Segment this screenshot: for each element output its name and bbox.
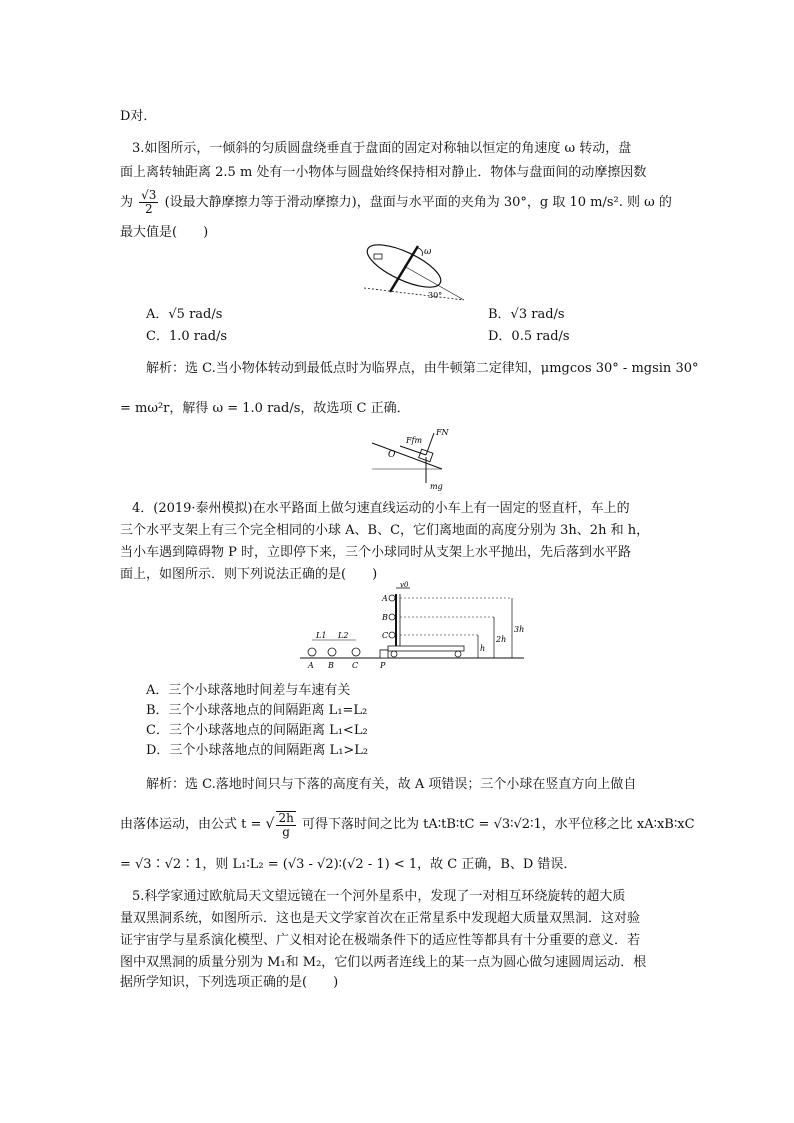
q3-option-c: C．1.0 rad/s <box>146 329 228 344</box>
q4-solution-2-pre: 由落体运动，由公式 t = <box>120 817 262 832</box>
q5-stem-3: 证宇宙学与星系演化模型、广义相对论在极端条件下的适应性等都具有十分重要的意义．若 <box>120 933 641 948</box>
q4-option-c: C．三个小球落地点的间隔距离 L₁<L₂ <box>146 723 368 738</box>
l2-label: L2 <box>338 631 349 640</box>
v0-label: v0 <box>400 581 409 589</box>
gravity-label: mg <box>430 482 443 491</box>
friction-label: Ffm <box>406 436 423 445</box>
height-h-label: h <box>480 644 486 653</box>
q3-stem-3 <box>120 186 672 220</box>
q3-option-b: B．√3 rad/s <box>488 307 565 322</box>
q3-stem-3-pre: 为 <box>120 195 134 210</box>
q4-option-a: A．三个小球落地时间差与车速有关 <box>146 683 351 698</box>
q4-solution-2: 由落体运动，由公式 t = √ $\frac{2h}{g}$ 可得下落时间之比为 tA∶tB∶tC = √3∶√2∶1，水平位移之比 xA∶xB∶xC <box>120 810 695 839</box>
inclined-disc-figure <box>360 240 470 304</box>
q5-stem-1: 5.科学家通过欧航局天文望远镜在一个河外星系中，发现了一对相互环绕旋转的超大质 <box>132 889 626 904</box>
q3-solution-2: = mω²r，解得 ω = 1.0 rad/s，故选项 C 正确． <box>120 401 410 416</box>
cart-balls-figure <box>300 580 530 672</box>
q3-option-d: D．0.5 rad/s <box>488 329 570 344</box>
obstacle-p-label: P <box>380 661 386 670</box>
q3-stem-3-post: (设最大静摩擦力等于滑动摩擦力)，盘面与水平面的夹角为 30°，g 取 10 m/s². 则 ω 的 <box>164 195 672 210</box>
q3-solution-1: 解析：选 C.当小物体转动到最低点时为临界点，由牛顿第二定律知，μmgcos 30° - mgsin 30° <box>146 361 699 376</box>
q4-solution-2-post: 可得下落时间之比为 tA∶tB∶tC = √3∶√2∶1，水平位移之比 xA∶xB∶xC <box>301 817 695 832</box>
q3-stem-4: 最大值是( ) <box>120 225 209 240</box>
normal-force-label: FN <box>436 428 449 437</box>
q4-stem-1: 4．(2019·泰州模拟)在水平路面上做匀速直线运动的小车上有一固定的竖直杆，车上的 <box>132 501 630 516</box>
ground-a-label: A <box>308 661 314 670</box>
q3-fraction-den: 2 <box>144 202 153 216</box>
q5-stem-4: 图中双黑洞的质量分别为 M₁和 M₂，它们以两者连线上的某一点为圆心做匀速圆周运动．根 <box>120 955 647 970</box>
q3-stem-2: 面上离转轴距离 2.5 m 处有一小物体与圆盘始终保持相对静止．物体与盘面间的动摩擦因数 <box>120 165 647 180</box>
l1-label: L1 <box>316 631 327 640</box>
ball-a-label: A <box>382 594 388 603</box>
q4-fraction-num: 2h <box>278 810 294 825</box>
point-o-label: O <box>388 450 396 460</box>
ball-c-label: C <box>382 631 389 640</box>
height-2h-label: 2h <box>496 635 507 644</box>
q4-option-b: B．三个小球落地点的间隔距离 L₁=L₂ <box>146 703 368 718</box>
q4-stem-3: 当小车遇到障碍物 P 时，立即停下来，三个小球同时从支架上水平抛出，先后落到水平路 <box>120 545 632 560</box>
line-d-correct: D对． <box>120 109 157 124</box>
ball-b-label: B <box>382 613 388 622</box>
angle-label: 30° <box>428 291 443 300</box>
force-diagram-figure <box>368 425 458 493</box>
q4-fraction <box>276 811 295 839</box>
ground-b-label: B <box>328 661 334 670</box>
q3-stem-1: 3.如图所示，一倾斜的匀质圆盘绕垂直于盘面的固定对称轴以恒定的角速度 ω 转动，盘 <box>132 141 632 156</box>
q4-solution-1: 解析：选 C.落地时间只与下落的高度有关，故 A 项错误；三个小球在竖直方向上做自 <box>146 777 637 792</box>
q5-stem-5: 据所学知识，下列选项正确的是( ) <box>120 975 339 990</box>
q4-stem-2: 三个水平支架上有三个完全相同的小球 A、B、C，它们离地面的高度分别为 3h、2h 和 h， <box>120 523 650 538</box>
ground-c-label: C <box>352 661 359 670</box>
q4-fraction-den: g <box>282 824 290 839</box>
omega-label: ω <box>424 247 432 257</box>
q3-fraction <box>139 189 158 216</box>
q3-option-a: A．√5 rad/s <box>146 307 223 322</box>
q4-option-d: D．三个小球落地点的间隔距离 L₁>L₂ <box>146 743 369 758</box>
q4-solution-3: = √3∶√2∶1，则 L₁∶L₂ = (√3 - √2)∶(√2 - 1) < 1，故 C 正确，B、D 错误． <box>120 857 577 872</box>
height-3h-label: 3h <box>514 625 525 634</box>
q4-stem-4: 面上，如图所示．则下列说法正确的是( ) <box>120 567 378 582</box>
q3-fraction-num: √3 <box>141 188 157 202</box>
q5-stem-2: 量双黑洞系统，如图所示．这也是天文学家首次在正常星系中发现超大质量双黑洞．这对验 <box>120 911 641 926</box>
